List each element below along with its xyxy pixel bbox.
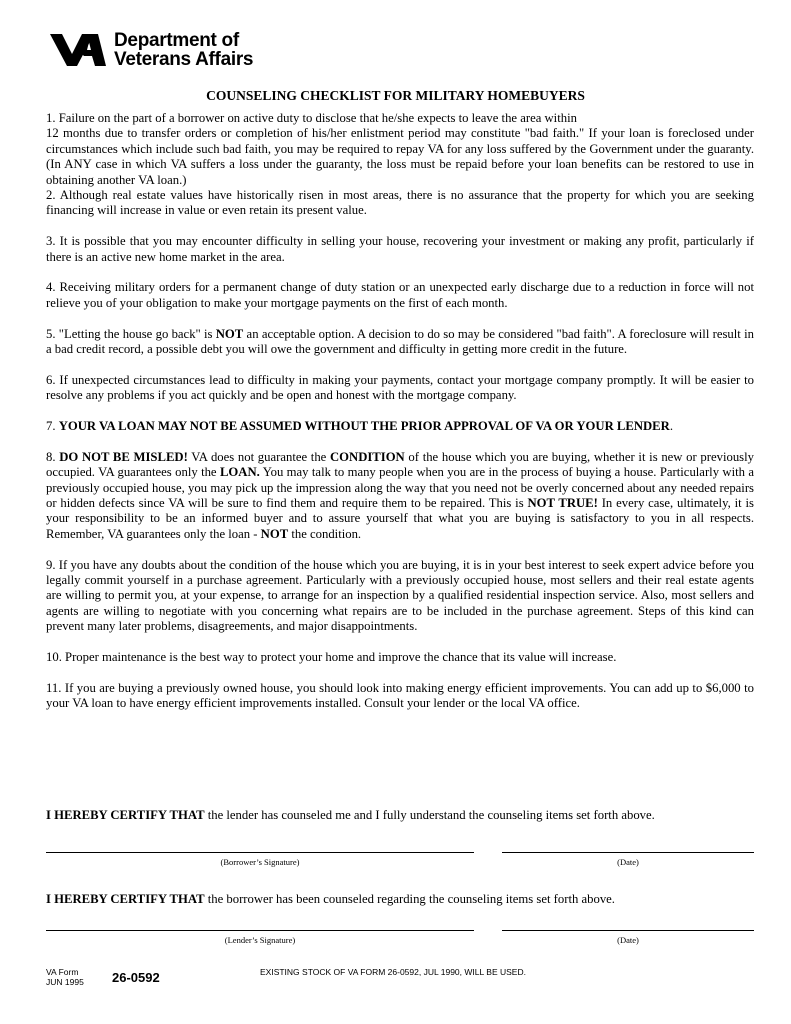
certify-heading: I HEREBY CERTIFY THAT: [46, 892, 205, 906]
borrower-signature-line[interactable]: [46, 852, 474, 853]
certify-text: the borrower has been counseled regarding the counseling items set forth above.: [204, 892, 615, 906]
item-8-not-true: NOT TRUE!: [527, 496, 598, 511]
document-title: COUNSELING CHECKLIST FOR MILITARY HOMEBUYERS: [206, 88, 585, 103]
department-line-2: Veterans Affairs: [114, 49, 254, 70]
va-logo-icon: [48, 30, 108, 70]
stock-note: EXISTING STOCK OF VA FORM 26-0592, JUL 1990, WILL BE USED.: [260, 967, 526, 977]
checklist-item-5: [46, 327, 754, 358]
checklist-item-1: [46, 111, 754, 188]
certify-text: the lender has counseled me and I fully understand the counseling items set forth above.: [204, 808, 655, 822]
checklist-body: [46, 111, 754, 727]
checklist-item-2: 2. Although real estate values have historically risen in most areas, there is no assurance that the property for which you are seeking financing will increase in value or even retain its present value.: [46, 188, 754, 218]
item-5-text: 5. "Letting the house go back" is: [46, 326, 216, 341]
checklist-item-7: [46, 419, 754, 434]
borrower-signature-label: (Borrower’s Signature): [220, 857, 300, 867]
checklist-item-9: 9. If you have any doubts about the condition of the house which you are buying, it is in your best interest to seek expert advice before you legally commit yourself in a purchase agreement. Particularly with a previously occupied house, most sellers and their real estate agents are willing to permit you, at your expense, to arrange for an inspection by a qualified residential inspection service. Also, most sellers and agents are willing to negotiate with you concerning what repairs are to be included in the purchase agreement. Steps of this kind can prevent many later problems, disagreements, and major disappointments.: [46, 557, 754, 634]
form-label-text: VA Form: [46, 967, 79, 977]
form-date: JUN 1995: [46, 976, 84, 987]
checklist-item-4: 4. Receiving military orders for a permanent change of duty station or an unexpected early discharge due to a reduction in force will not relieve you of your obligation to make your mortgage payments on the first of each month.: [46, 280, 754, 310]
borrower-date-line[interactable]: [502, 852, 754, 853]
item-5-emphasis: NOT: [215, 326, 244, 341]
item-7-number: 7.: [46, 419, 59, 434]
item-8-loan: LOAN.: [219, 465, 260, 480]
lender-date-line[interactable]: [502, 930, 754, 931]
form-number: 26-0592: [112, 970, 160, 985]
item-8-not: NOT: [260, 526, 289, 541]
item-5-text-rest: an acceptable option. A decision to do so may be considered "bad faith". A foreclosure will result in a bad credit record, a possible debt you will owe the government and difficulty in getting more credit in the future.: [46, 326, 754, 357]
item-8-condition: CONDITION: [330, 449, 405, 464]
department-name: [114, 31, 253, 69]
form-label: [46, 968, 84, 987]
lender-certification: [46, 892, 754, 907]
item-7-emphasis: YOUR VA LOAN MAY NOT BE ASSUMED WITHOUT THE PRIOR APPROVAL OF VA OR YOUR LENDER: [58, 419, 670, 434]
lender-signature-label: (Lender’s Signature): [224, 935, 296, 945]
department-line-1: Department of: [114, 30, 239, 51]
borrower-date-label: (Date): [617, 857, 639, 867]
item-8-misled: DO NOT BE MISLED!: [59, 449, 188, 464]
checklist-item-6: 6. If unexpected circumstances lead to difficulty in making your payments, contact your mortgage company promptly. It will be easier to resolve any problems if you act quickly and be open and honest with the mortgage company.: [46, 372, 754, 403]
checklist-item-11: 11. If you are buying a previously owned house, you should look into making energy efficient improvements. You can add up to $6,000 to your VA loan to have energy efficient improvements installed. Consult your lender or the local VA office.: [46, 680, 754, 711]
lender-signature-line[interactable]: [46, 930, 474, 931]
borrower-certification: [46, 808, 754, 823]
item-1-rest: 12 months due to transfer orders or completion of his/her enlistment period may constitute "bad faith." If your loan is foreclosed under circumstances which include such bad faith, you may be required to repay VA for any loss suffered by the Government under the guaranty. (In ANY case in which VA suffers a loss under the guaranty, the loss must be repaid before your loan benefits can be restored to use in obtaining another VA loan.): [46, 126, 754, 187]
lender-date-label: (Date): [617, 935, 639, 945]
item-8-text-b: of the house which you are buying, whether it is new or previously occupied. VA guarantees only the: [46, 449, 754, 480]
certify-heading: I HEREBY CERTIFY THAT: [46, 808, 205, 822]
item-1-line-1: 1. Failure on the part of a borrower on active duty to disclose that he/she expects to leave the area within: [46, 111, 577, 125]
item-8-text-e: the condition.: [288, 526, 362, 541]
item-8-text-d: In every case, ultimately, it is your responsibility to be an informed buyer and to assure yourself that what you are buying is satisfactory to you in all respects. Remember, VA guarantees only the loan -: [46, 496, 754, 541]
item-8-number: 8.: [46, 449, 60, 464]
item-8-text-c: You may talk to many people when you are in the process of buying a house. Particularly with a previously occupied house, you may pick up the impression along the way that you need not be overly concerned about any needed repairs or hidden defects since VA will be sure to find them and require them to be repaired. This is: [46, 465, 754, 511]
checklist-item-8: [46, 450, 754, 542]
item-7-period: .: [669, 419, 673, 434]
agency-header: [48, 26, 253, 74]
checklist-item-10: 10. Proper maintenance is the best way to protect your home and improve the chance that its value will increase.: [46, 650, 617, 665]
item-8-text-a: VA does not guarantee the: [187, 449, 330, 464]
checklist-item-3: 3. It is possible that you may encounter difficulty in selling your house, recovering your investment or making any profit, particularly if there is an active new home market in the area.: [46, 234, 754, 264]
